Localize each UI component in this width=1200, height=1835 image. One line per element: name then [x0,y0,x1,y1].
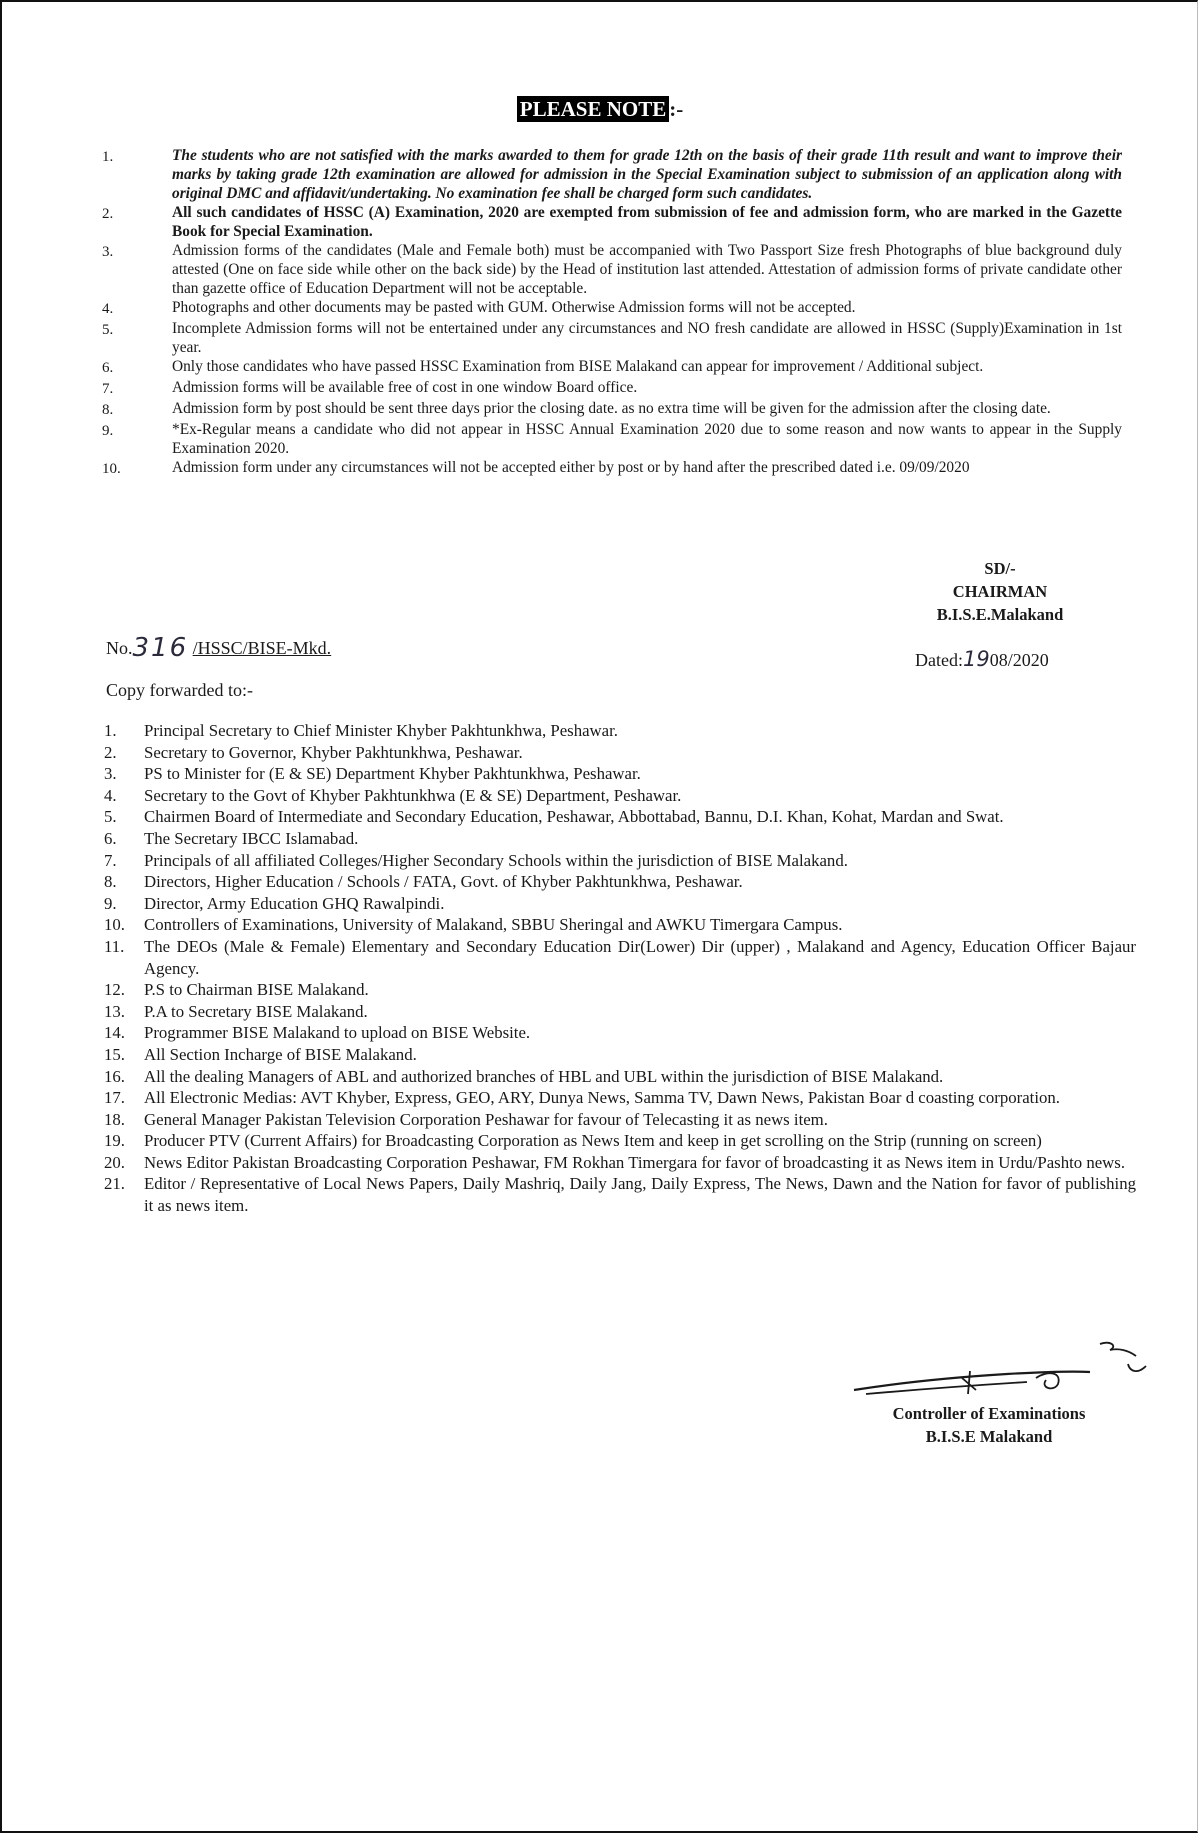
distribution-text: All Electronic Medias: AVT Khyber, Express, GEO, ARY, Dunya News, Samma TV, Dawn News, Pakistan Boar d coasting corporation. [144,1088,1060,1108]
distribution-text: All Section Incharge of BISE Malakand. [144,1044,417,1064]
controller-signature-block [852,1338,1152,1488]
please-note-highlight: PLEASE NOTE [517,96,669,122]
distribution-item [104,742,1136,764]
note-number: 3. [102,244,114,260]
distribution-number: 7. [104,850,117,870]
distribution-item [104,979,1136,1001]
page-title [0,97,1200,122]
note-text: Photographs and other documents may be pasted with GUM. Otherwise Admission forms will not be accepted. [172,299,856,316]
distribution-item [104,828,1136,850]
note-item [102,203,1122,241]
distribution-item [104,1152,1136,1174]
note-item [102,241,1122,298]
distribution-text: Secretary to Governor, Khyber Pakhtunkhwa, Peshawar. [144,742,523,762]
note-item [102,146,1122,203]
note-item [102,298,1122,319]
distribution-number: 21. [104,1174,125,1194]
distribution-number: 2. [104,742,117,762]
note-item [102,319,1122,357]
distribution-item [104,785,1136,807]
chairman-signature-block [900,557,1100,626]
distribution-text: The DEOs (Male & Female) Elementary and Secondary Education Dir(Lower) Dir (upper) , Malakand and Agency, Education Officer Bajaur Agency. [144,936,1136,978]
distribution-text: PS to Minister for (E & SE) Department Khyber Pakhtunkhwa, Peshawar. [144,764,641,784]
note-number: 8. [102,402,114,418]
note-text: *Ex-Regular means a candidate who did not appear in HSSC Annual Examination 2020 due to some reason and now wants to appear in the Supply Examination 2020. [172,421,1122,457]
dated-line [915,647,1049,671]
distribution-text: Controllers of Examinations, University of Malakand, SBBU Sheringal and AWKU Timergara Campus. [144,915,843,935]
distribution-number: 5. [104,807,117,827]
note-number: 9. [102,423,114,439]
note-number: 10. [102,461,121,477]
distribution-item [104,1066,1136,1088]
distribution-item [104,1130,1136,1152]
reference-number [106,633,331,663]
distribution-text: Principal Secretary to Chief Minister Khyber Pakhtunkhwa, Peshawar. [144,721,618,740]
handwritten-signature [852,1338,1152,1408]
distribution-text: Directors, Higher Education / Schools / FATA, Govt. of Khyber Pakhtunkhwa, Peshawar. [144,872,743,892]
signature-org: B.I.S.E.Malakand [936,605,1064,624]
copy-forwarded-heading: Copy forwarded to:- [106,680,253,700]
distribution-text: The Secretary IBCC Islamabad. [144,828,359,848]
note-item [102,378,1122,399]
distribution-number: 14. [104,1023,125,1043]
signature-title: CHAIRMAN [952,582,1048,601]
distribution-list [104,720,1136,1217]
distribution-item [104,1173,1136,1216]
note-text: All such candidates of HSSC (A) Examination, 2020 are exempted from submission of fee and admission form, who are marked in the Gazette Book for Special Examination. [172,204,1122,240]
distribution-text: P.A to Secretary BISE Malakand. [144,1001,368,1021]
distribution-item [104,763,1136,785]
distribution-number: 9. [104,893,117,913]
note-number: 6. [102,360,114,376]
distribution-item [104,806,1136,828]
distribution-number: 4. [104,785,117,805]
note-text: Admission forms of the candidates (Male and Female both) must be accompanied with Two Passport Size fresh Photographs of blue background duly attested (One on face side while other on the back side) by the Head of institution last attended. Attestation of admission forms of private candidate other than gazette office of Education Department will not be acceptable. [172,242,1122,297]
distribution-text: Secretary to the Govt of Khyber Pakhtunkhwa (E & SE) Department, Peshawar. [144,785,682,805]
distribution-number: 1. [104,721,117,740]
distribution-item [104,1044,1136,1066]
distribution-number: 3. [104,764,117,784]
distribution-item [104,893,1136,915]
note-number: 7. [102,381,114,397]
distribution-number: 16. [104,1066,125,1086]
note-number: 5. [102,322,114,338]
distribution-number: 19. [104,1131,125,1151]
distribution-text: Director, Army Education GHQ Rawalpindi. [144,893,445,913]
distribution-number: 12. [104,980,125,1000]
distribution-text: News Editor Pakistan Broadcasting Corporation Peshawar, FM Rokhan Timergara for favor of broadcasting it as News item in Urdu/Pashto news. [144,1152,1126,1172]
reference-suffix: /HSSC/BISE-Mkd. [192,638,332,658]
distribution-item [104,1001,1136,1023]
controller-title: Controller of Examinations [892,1404,1086,1423]
reference-handwritten-number: 316 [132,633,189,663]
distribution-item [104,871,1136,893]
distribution-number: 18. [104,1109,125,1129]
signature-sd: SD/- [984,559,1016,578]
distribution-item [104,1022,1136,1044]
distribution-number: 20. [104,1152,125,1172]
distribution-text: Programmer BISE Malakand to upload on BISE Website. [144,1023,531,1043]
distribution-text: Editor / Representative of Local News Papers, Daily Mashriq, Daily Jang, Daily Express, The News, Dawn and the Nation for favor of publishing it as news item. [144,1174,1136,1216]
dated-handwritten-day: 19 [962,647,990,671]
note-item [102,357,1122,378]
distribution-text: General Manager Pakistan Television Corporation Peshawar for favour of Telecasting it as news item. [144,1109,828,1129]
note-text: Admission form under any circumstances will not be accepted either by post or by hand after the prescribed dated i.e. 09/09/2020 [172,459,970,476]
distribution-number: 10. [104,915,125,935]
distribution-item [104,1087,1136,1109]
dated-rest: 08/2020 [989,650,1049,670]
note-number: 4. [102,301,114,317]
note-text: Only those candidates who have passed HSSC Examination from BISE Malakand can appear for improvement / Additional subject. [172,358,984,375]
dated-label: Dated: [915,650,963,670]
distribution-item [104,936,1136,979]
note-number: 2. [102,206,114,222]
distribution-text: All the dealing Managers of ABL and authorized branches of HBL and UBL within the jurisdiction of BISE Malakand. [144,1066,944,1086]
note-item [102,458,1122,479]
distribution-number: 17. [104,1088,125,1108]
please-note-suffix: :- [669,97,684,121]
note-number: 1. [102,149,114,165]
controller-signature-text [852,1402,1126,1448]
distribution-number: 6. [104,828,117,848]
note-text: Admission forms will be available free of cost in one window Board office. [172,379,638,396]
distribution-item [104,850,1136,872]
distribution-item [104,720,1136,742]
distribution-text: P.S to Chairman BISE Malakand. [144,980,369,1000]
note-item [102,420,1122,458]
distribution-number: 15. [104,1044,125,1064]
note-text: Incomplete Admission forms will not be entertained under any circumstances and NO fresh candidate are allowed in HSSC (Supply)Examination in 1st year. [172,320,1122,356]
distribution-number: 13. [104,1001,125,1021]
distribution-text: Principals of all affiliated Colleges/Higher Secondary Schools within the jurisdiction of BISE Malakand. [144,850,848,870]
distribution-text: Chairmen Board of Intermediate and Secondary Education, Peshawar, Abbottabad, Bannu, D.I. Khan, Kohat, Mardan and Swat. [144,807,1004,827]
distribution-number: 11. [104,936,125,956]
distribution-item [104,1109,1136,1131]
reference-prefix: No. [106,638,133,658]
controller-org: B.I.S.E Malakand [925,1427,1053,1446]
note-item [102,399,1122,420]
notes-list [102,146,1122,479]
distribution-item [104,914,1136,936]
distribution-text: Producer PTV (Current Affairs) for Broadcasting Corporation as News Item and keep in get scrolling on the Strip (running on screen) [144,1131,1042,1151]
note-text: The students who are not satisfied with the marks awarded to them for grade 12th on the basis of their grade 11th result and want to improve their marks by taking grade 12th examination are allowed for admission in the Special Examination subject to submission of an application along with original DMC and affidavit/undertaking. No examination fee shall be charged form such candidates. [172,147,1122,202]
note-text: Admission form by post should be sent three days prior the closing date. as no extra time will be given for the admission after the closing date. [172,400,1051,417]
distribution-number: 8. [104,872,117,892]
